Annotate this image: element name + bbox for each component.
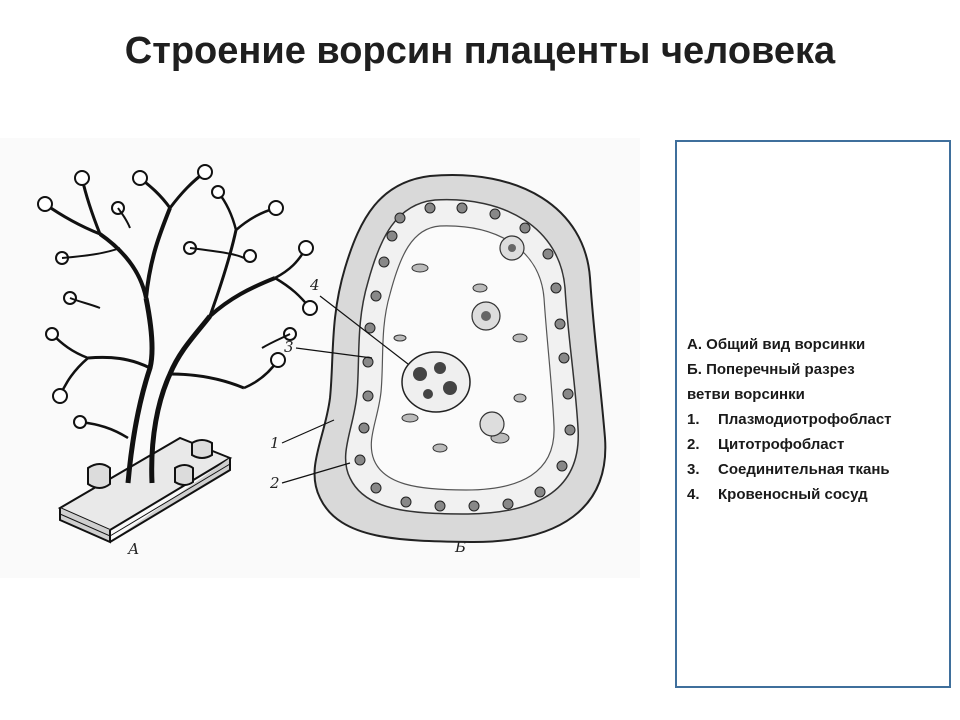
- legend-item-text: Плазмодиотрофобласт: [718, 411, 892, 428]
- legend-item-number: 4.: [687, 486, 700, 503]
- legend-panel: [675, 140, 951, 688]
- legend-item: [687, 432, 947, 457]
- blood-vessel: [402, 352, 470, 412]
- legend-item-number: 2.: [687, 436, 700, 453]
- legend-item-text: Кровеносный сосуд: [718, 486, 868, 503]
- panel-b-letter: Б: [455, 538, 467, 556]
- callout-2: 2: [270, 474, 280, 492]
- page-title: Строение ворсин плаценты человека: [124, 30, 836, 72]
- panel-a-letter: А: [128, 540, 140, 558]
- legend-item-text: Соединительная ткань: [718, 461, 890, 478]
- callout-1: 1: [270, 434, 280, 452]
- legend-item: [687, 407, 947, 432]
- callout-3: 3: [284, 338, 294, 356]
- legend-item-number: 1.: [687, 411, 700, 428]
- legend-item-text: Цитотрофобласт: [718, 436, 845, 453]
- legend-list: [687, 407, 947, 507]
- legend-item: [687, 482, 947, 507]
- legend-line-b2: ветви ворсинки: [687, 386, 805, 403]
- callout-4: 4: [310, 276, 320, 294]
- legend-text: [687, 332, 947, 507]
- villi-figure: [0, 138, 640, 578]
- legend-item: [687, 457, 947, 482]
- villi-illustration: [0, 138, 640, 578]
- legend-line-b1: Б. Поперечный разрез: [687, 361, 855, 378]
- legend-line-a: А. Общий вид ворсинки: [687, 336, 866, 353]
- legend-item-number: 3.: [687, 461, 700, 478]
